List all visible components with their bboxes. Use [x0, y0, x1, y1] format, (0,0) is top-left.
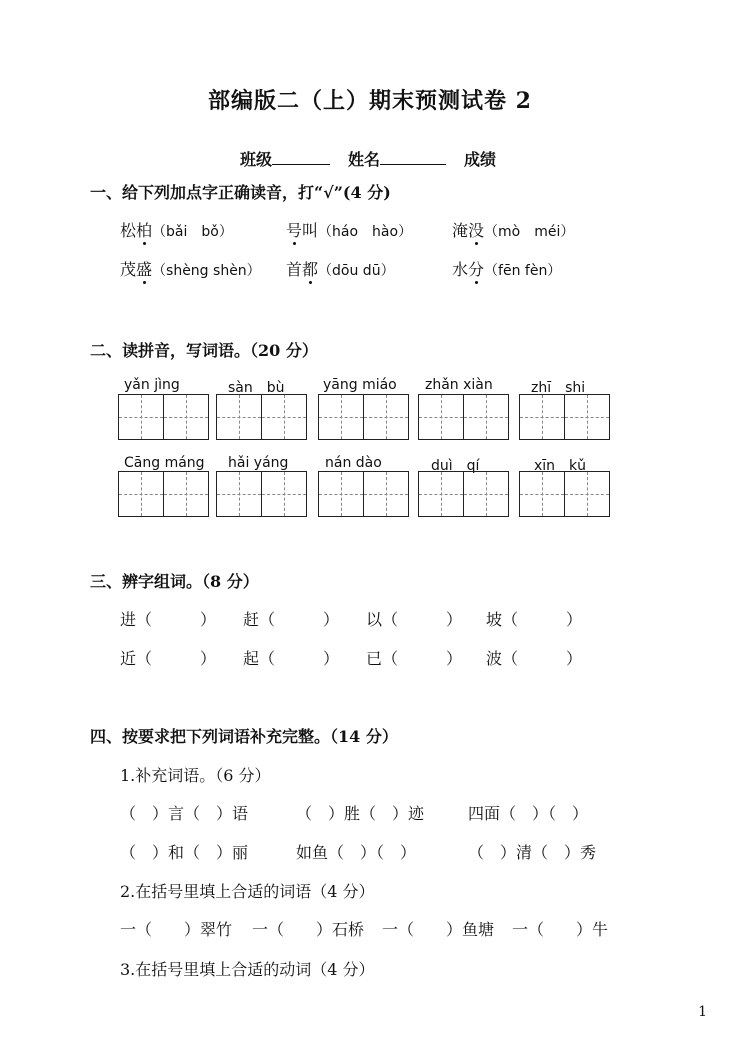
q1-heading: 一、给下列加点字正确读音，打“√”(4 分) [90, 183, 391, 202]
word-pair-item: 赶（ ） [243, 610, 340, 629]
class-blank[interactable] [272, 162, 330, 165]
pinyin-label: zhī shi [531, 380, 586, 396]
pinyin-label: xīn kǔ [534, 458, 587, 474]
word-pair-item: 近（ ） [120, 649, 217, 668]
measure-word-item: 一（ ）牛 [512, 920, 609, 939]
idiom-item: 四面（ ）（ ） [468, 804, 589, 823]
pinyin-label: hǎi yáng [228, 455, 289, 471]
measure-word-item: 一（ ）石桥 [252, 920, 365, 939]
q1-item: 首都（dōu dū） [286, 257, 395, 280]
pinyin-label: duì qí [431, 458, 480, 474]
pinyin-label: yāng miáo [323, 377, 397, 393]
page-number: 1 [698, 1004, 707, 1020]
q3-heading: 三、辨字组词。（8 分） [90, 572, 259, 591]
idiom-item: （ ）胜（ ）迹 [296, 804, 425, 823]
score-label: 成绩 [464, 150, 497, 169]
pinyin-label: nán dào [325, 455, 382, 471]
word-pair-item: 已（ ） [366, 649, 463, 668]
idiom-item: （ ）和（ ）丽 [120, 843, 249, 862]
q1-item: 淹没（mò méi） [452, 218, 574, 241]
word-pair-item: 坡（ ） [486, 610, 583, 629]
name-label: 姓名 [348, 150, 381, 169]
writing-grid[interactable] [519, 394, 609, 440]
writing-grid[interactable] [216, 394, 306, 440]
q4-sub2-title: 2.在括号里填上合适的词语（4 分） [120, 882, 375, 901]
word-pair-item: 以（ ） [366, 610, 463, 629]
measure-word-item: 一（ ）翠竹 [120, 920, 233, 939]
q1-item: 号叫（háo hào） [286, 218, 412, 241]
writing-grid[interactable] [118, 394, 208, 440]
writing-grid[interactable] [418, 471, 508, 517]
q4-sub3-title: 3.在括号里填上合适的动词（4 分） [120, 960, 375, 979]
pinyin-label: sàn bù [228, 380, 285, 396]
q4-sub1-title: 1.补充词语。（6 分） [120, 766, 271, 785]
writing-grid[interactable] [519, 471, 609, 517]
word-pair-item: 起（ ） [243, 649, 340, 668]
page-title: 部编版二（上）期末预测试卷 2 [208, 88, 532, 114]
idiom-item: 如鱼（ ）（ ） [296, 843, 417, 862]
student-info-line [240, 147, 496, 170]
writing-grid[interactable] [216, 471, 306, 517]
writing-grid[interactable] [318, 471, 408, 517]
q1-item: 水分（fēn fèn） [452, 257, 561, 280]
idiom-item: （ ）言（ ）语 [120, 804, 249, 823]
word-pair-item: 进（ ） [120, 610, 217, 629]
q1-item: 松柏（bǎi bǒ） [120, 218, 233, 241]
pinyin-label: Cāng máng [124, 455, 205, 471]
word-pair-item: 波（ ） [486, 649, 583, 668]
name-blank[interactable] [380, 162, 446, 165]
writing-grid[interactable] [318, 394, 408, 440]
pinyin-label: yǎn jìng [124, 377, 180, 393]
q2-heading: 二、读拼音，写词语。（20 分） [90, 341, 318, 360]
writing-grid[interactable] [418, 394, 508, 440]
idiom-item: （ ）清（ ）秀 [468, 843, 597, 862]
q1-item: 茂盛（shèng shèn） [120, 257, 261, 280]
pinyin-label: zhǎn xiàn [425, 377, 493, 393]
measure-word-item: 一（ ）鱼塘 [382, 920, 495, 939]
class-label: 班级 [240, 150, 273, 169]
q4-heading: 四、按要求把下列词语补充完整。（14 分） [90, 727, 398, 746]
writing-grid[interactable] [118, 471, 208, 517]
